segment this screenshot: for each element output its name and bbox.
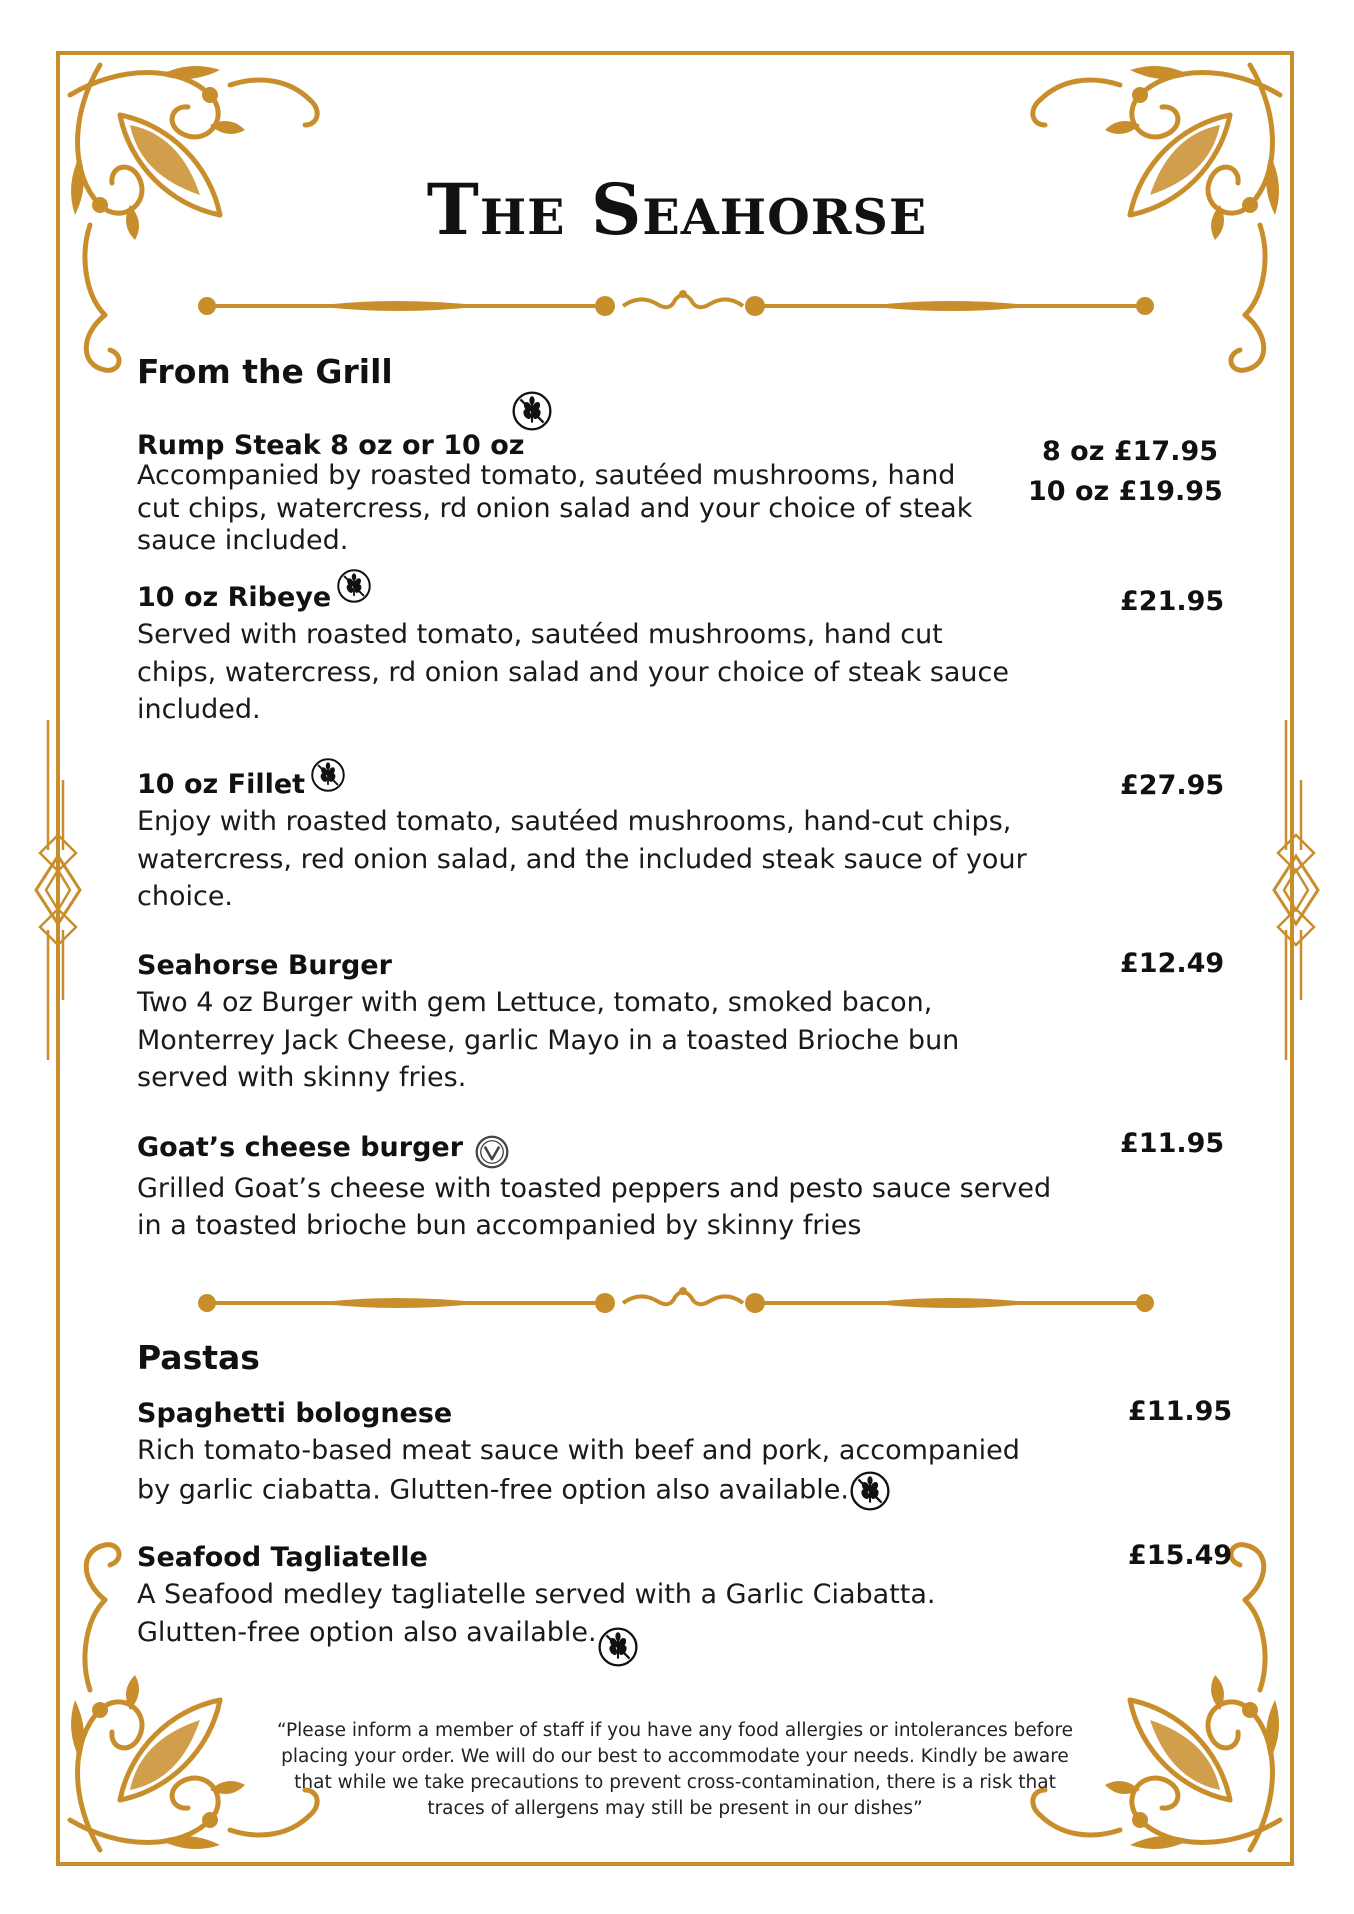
section-title-grill: From the Grill — [137, 352, 393, 391]
item-price: £27.95 — [1120, 770, 1225, 801]
item-name: 10 oz Fillet — [137, 769, 306, 800]
item-price: £15.49 — [1128, 1540, 1233, 1571]
item-name: Rump Steak 8 oz or 10 oz — [137, 430, 525, 461]
gluten-free-icon — [511, 390, 553, 432]
gluten-free-icon — [849, 1470, 891, 1512]
item-name: 10 oz Ribeye — [137, 582, 332, 613]
vegetarian-icon — [474, 1134, 510, 1170]
menu-item — [137, 767, 1237, 916]
item-description: A Seafood medley tagliatelle served with a Garlic Ciabatta. Glutten-free option also available. — [137, 1576, 1237, 1668]
item-name: Seahorse Burger — [137, 950, 392, 981]
section-title-pastas: Pastas — [137, 1338, 260, 1377]
item-price: £21.95 — [1120, 586, 1225, 617]
menu-item — [137, 580, 1237, 729]
item-name: Seafood Tagliatelle — [137, 1542, 428, 1573]
menu-item — [137, 1396, 1237, 1512]
restaurant-title: The Seahorse — [426, 168, 928, 251]
item-description: Served with roasted tomato, sautéed mushrooms, hand cut chips, watercress, rd onion salad and your choice of steak sauce included. — [137, 619, 1010, 725]
menu-item — [137, 1130, 1237, 1245]
ornamental-divider — [195, 1283, 1155, 1323]
item-price: £11.95 — [1120, 1128, 1225, 1159]
gluten-free-icon — [310, 757, 346, 793]
menu-item — [137, 1540, 1237, 1668]
item-price: £11.95 — [1128, 1396, 1233, 1427]
side-ornament-right — [1266, 720, 1326, 1060]
item-name: Goat’s cheese burger — [137, 1132, 464, 1163]
allergen-notice: “Please inform a member of staff if you have any food allergies or intolerances before placing your order. We will do our best to accommodate your needs. Kindly be aware that while we take precautions to prevent cross-contamination, there is a risk that traces of allergens may still be present in our dishes” — [276, 1720, 1074, 1819]
side-ornament-left — [28, 720, 88, 1060]
gluten-free-icon — [336, 568, 372, 604]
item-description: Enjoy with roasted tomato, sautéed mushrooms, hand-cut chips, watercress, red onion salad, and the included steak sauce of your choice. — [137, 806, 1027, 912]
item-description: Grilled Goat’s cheese with toasted peppers and pesto sauce served in a toasted brioche bun accompanied by skinny fries — [137, 1172, 1052, 1241]
item-price: £12.49 — [1120, 948, 1225, 979]
item-price: 8 oz £17.95 — [1042, 436, 1219, 467]
item-description: Two 4 oz Burger with gem Lettuce, tomato, smoked bacon, Monterrey Jack Cheese, garlic Mayo in a toasted Brioche bun served with skinny fries. — [137, 987, 960, 1093]
menu-item — [137, 948, 1237, 1097]
ornamental-divider — [195, 286, 1155, 326]
item-description: Rich tomato-based meat sauce with beef and pork, accompanied by garlic ciabatta. Glutten-free option also available. — [137, 1432, 1237, 1512]
item-price: 10 oz £19.95 — [1028, 476, 1223, 507]
gluten-free-icon — [597, 1626, 639, 1668]
item-description: Accompanied by roasted tomato, sautéed mushrooms, hand cut chips, watercress, rd onion salad and your choice of steak sauce included. — [137, 460, 973, 556]
item-name: Spaghetti bolognese — [137, 1398, 453, 1429]
